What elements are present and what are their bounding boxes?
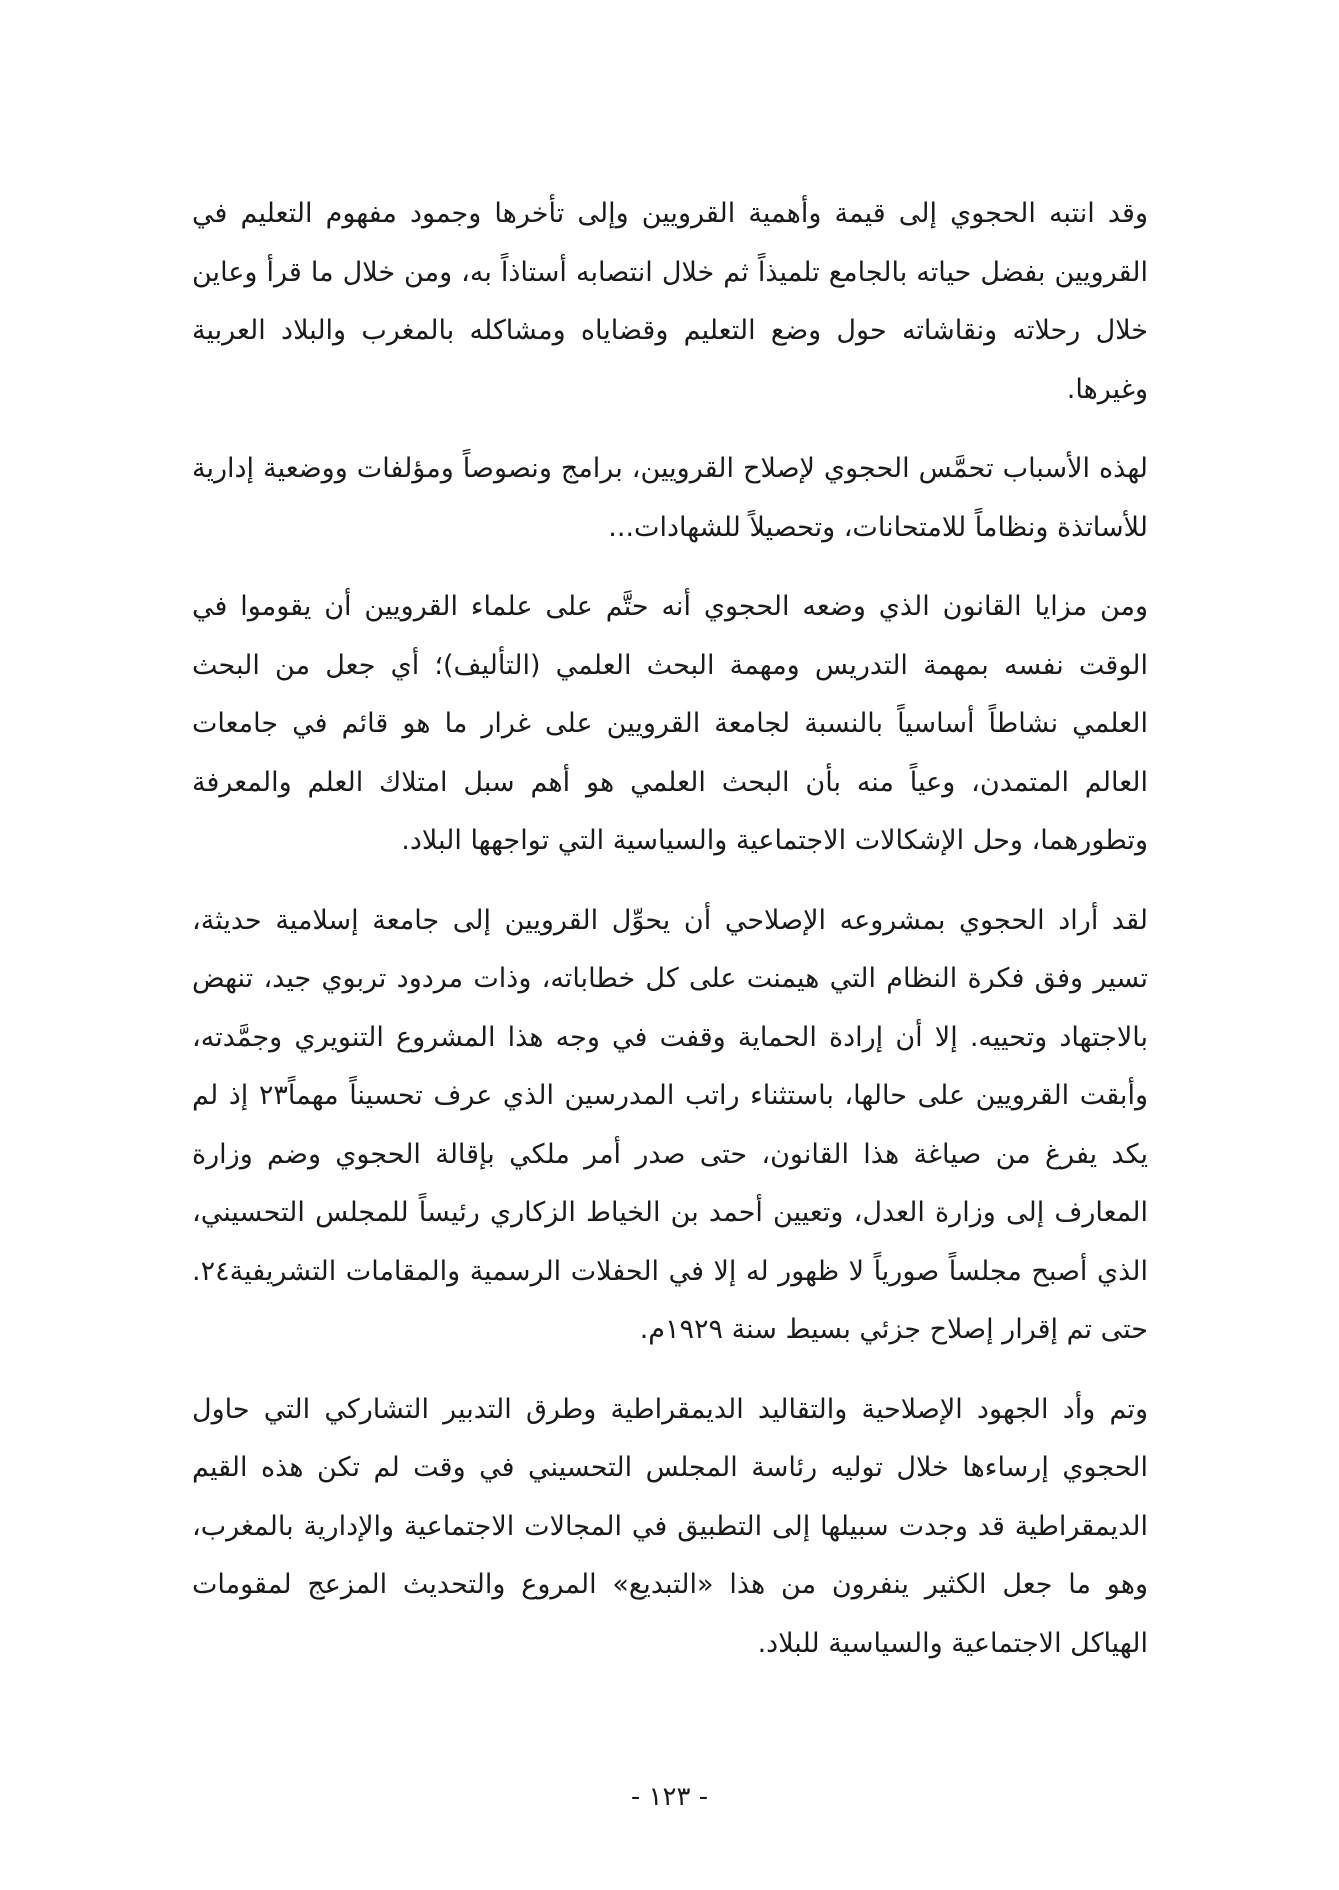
page-number: - ١٢٣ - (630, 1782, 709, 1812)
paragraph-5: وتم وأد الجهود الإصلاحية والتقاليد الديمقراطية وطرق التدبير التشاركي التي حاول الحجوي إرساءها خلال توليه رئاسة المجلس التحسيني في وقت لم تكن هذه القيم الديمقراطية قد وجدت سبيلها إلى التطبيق في المجالات الاجتماعية والإدارية بالمغرب، وهو ما جعل الكثير ينفرون من هذا «التبديع» المروع والتحديث المزعج لمقومات الهياكل الاجتماعية والسياسية للبلاد. (192, 1393, 1148, 1659)
paragraph-1: وقد انتبه الحجوي إلى قيمة وأهمية القرويين وإلى تأخرها وجمود مفهوم التعليم في القرويين بفضل حياته بالجامع تلميذاً ثم خلال انتصابه أستاذاً به، ومن خلال ما قرأ وعاين خلال رحلاته ونقاشاته حول وضع التعليم وقضاياه ومشاكله بالمغرب والبلاد العربية وغيرها. (192, 198, 1148, 405)
body-text (192, 185, 1148, 1694)
paragraph-2: لهذه الأسباب تحمَّس الحجوي لإصلاح القرويين، برامج ونصوصاً ومؤلفات ووضعية إدارية للأساتذة ونظاماً للامتحانات، وتحصيلاً للشهادات... (192, 453, 1148, 543)
paragraph-4: لقد أراد الحجوي بمشروعه الإصلاحي أن يحوِّل القرويين إلى جامعة إسلامية حديثة، تسير وفق فكرة النظام التي هيمنت على كل خطاباته، وذات مردود تربوي جيد، تنهض بالاجتهاد وتحييه. إلا أن إرادة الحماية وقفت في وجه هذا المشروع التنويري وجمَّدته، وأبقت القرويين على حالها، باستثناء راتب المدرسين الذي عرف تحسيناً مهماً٢٣ إذ لم يكد يفرغ من صياغة هذا القانون، حتى صدر أمر ملكي بإقالة الحجوي وضم وزارة المعارف إلى وزارة العدل، وتعيين أحمد بن الخياط الزكاري رئيساً للمجلس التحسيني، الذي أصبح مجلساً صورياً لا ظهور له إلا في الحفلات الرسمية والمقامات التشريفية٢٤. حتى تم إقرار إصلاح جزئي بسيط سنة ١٩٢٩م. (192, 904, 1148, 1345)
paragraph-3: ومن مزايا القانون الذي وضعه الحجوي أنه حتَّم على علماء القرويين أن يقوموا في الوقت نفسه بمهمة التدريس ومهمة البحث العلمي (التأليف)؛ أي جعل من البحث العلمي نشاطاً أساسياً بالنسبة لجامعة القرويين على غرار ما هو قائم في جامعات العالم المتمدن، وعياً منه بأن البحث العلمي هو أهم سبل امتلاك العلم والمعرفة وتطورهما، وحل الإشكالات الاجتماعية والسياسية التي تواجهها البلاد. (192, 591, 1148, 856)
